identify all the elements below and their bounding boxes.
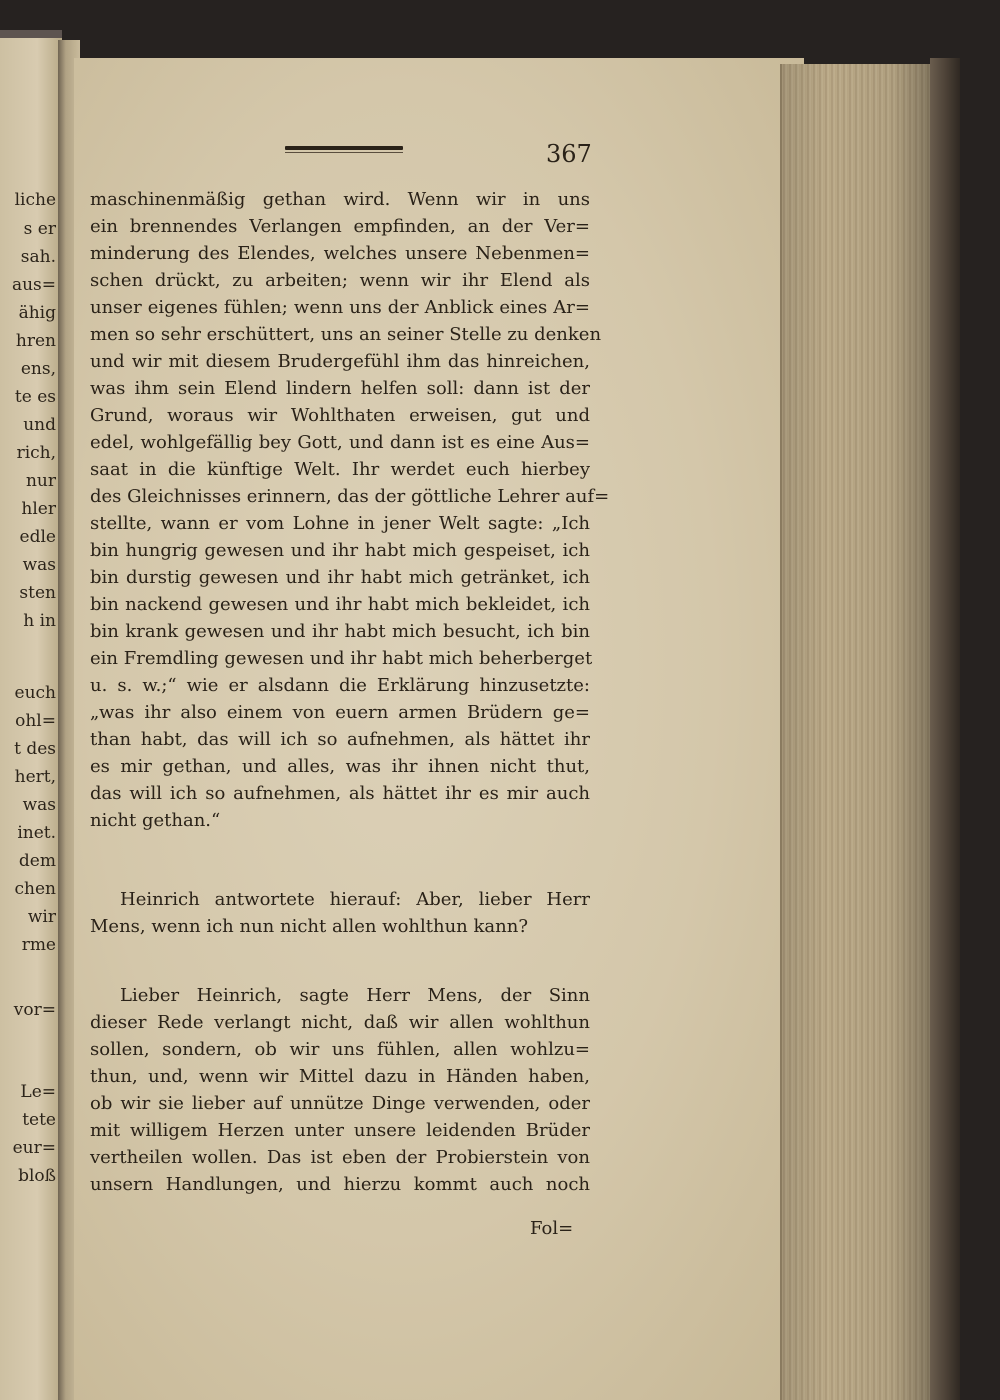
- left-page-fragment: ens,: [20, 359, 56, 379]
- text-line: bin nackend gewesen und ihr habt mich bekleidet, ich: [90, 594, 590, 615]
- text-line: „was ihr also einem von euern armen Brüdern ge=: [90, 702, 590, 723]
- left-page-fragment: euch: [14, 683, 56, 703]
- text-line: nicht gethan.“: [90, 810, 221, 831]
- text-line: und wir mit diesem Brudergefühl ihm das hinreichen,: [90, 351, 590, 372]
- text-line: dieser Rede verlangt nicht, daß wir allen wohlthun: [90, 1012, 590, 1033]
- left-page-fragment: ähig: [18, 303, 56, 323]
- left-page-fragment: hert,: [14, 767, 56, 787]
- page-number: 367: [546, 140, 592, 168]
- left-page-fragment: dem: [18, 851, 56, 871]
- text-line: Lieber Heinrich, sagte Herr Mens, der Sinn: [120, 985, 590, 1006]
- text-line: mit willigem Herzen unter unsere leidenden Brüder: [90, 1120, 590, 1141]
- text-line: sollen, sondern, ob wir uns fühlen, allen wohlzu=: [90, 1039, 590, 1060]
- left-page-fragment: te es: [14, 387, 56, 407]
- text-line: stellte, wann er vom Lohne in jener Welt sagte: „Ich: [90, 513, 590, 534]
- header-rule: [285, 146, 403, 150]
- text-line: was ihm sein Elend lindern helfen soll: dann ist der: [90, 378, 590, 399]
- left-page-fragment: wir: [27, 907, 56, 927]
- left-page-fragment: hler: [21, 499, 56, 519]
- text-line: minderung des Elendes, welches unsere Nebenmen=: [90, 243, 590, 264]
- text-line: ob wir sie lieber auf unnütze Dinge verwenden, oder: [90, 1093, 590, 1114]
- left-page-fragment: nur: [25, 471, 56, 491]
- left-page-fragment: ohl=: [15, 711, 56, 731]
- left-page-fragment: edle: [19, 527, 56, 547]
- text-line: ein brennendes Verlangen empfinden, an der Ver=: [90, 216, 590, 237]
- left-page-fragment: sah.: [20, 247, 56, 267]
- left-page-fragment: chen: [14, 879, 56, 899]
- text-line: men so sehr erschüttert, uns an seiner Stelle zu denken: [90, 324, 602, 345]
- left-page-fragment: tete: [22, 1110, 56, 1130]
- text-line: bin hungrig gewesen und ihr habt mich gespeiset, ich: [90, 540, 590, 561]
- text-line: das will ich so aufnehmen, als hättet ihr es mir auch: [90, 783, 590, 804]
- left-page-fragment: bloß: [18, 1166, 56, 1186]
- header-rule-thin: [285, 152, 403, 153]
- text-line: bin krank gewesen und ihr habt mich besucht, ich bin: [90, 621, 590, 642]
- text-line: thun, und, wenn wir Mittel dazu in Händen haben,: [90, 1066, 590, 1087]
- text-line: ein Fremdling gewesen und ihr habt mich beherberget: [90, 648, 593, 669]
- text-line: maschinenmäßig gethan wird. Wenn wir in uns: [90, 189, 590, 210]
- left-page-fragment: Le=: [20, 1082, 56, 1102]
- left-page: [0, 38, 62, 1400]
- left-page-fragment: s er: [23, 219, 56, 239]
- text-line: vertheilen wollen. Das ist eben der Probierstein von: [90, 1147, 590, 1168]
- left-page-fragment: sten: [19, 583, 56, 603]
- left-page-fragment: vor=: [13, 1000, 56, 1020]
- left-page-fragment: was: [22, 795, 56, 815]
- text-line: unsern Handlungen, und hierzu kommt auch noch: [90, 1174, 590, 1195]
- text-line: es mir gethan, und alles, was ihr ihnen nicht thut,: [90, 756, 590, 777]
- catchword: Fol=: [530, 1218, 574, 1239]
- left-page-fragment: aus=: [11, 275, 56, 295]
- left-page-fragment: rme: [21, 935, 56, 955]
- left-page-fragment: und: [23, 415, 56, 435]
- left-page-fragment: eur=: [12, 1138, 56, 1158]
- left-page-fragment: rich,: [16, 443, 56, 463]
- left-page-fragment: was: [22, 555, 56, 575]
- left-page-fragment: inet.: [17, 823, 56, 843]
- text-line: schen drückt, zu arbeiten; wenn wir ihr Elend als: [90, 270, 590, 291]
- fore-edge-shadow: [780, 64, 940, 1400]
- text-line: unser eigenes fühlen; wenn uns der Anblick eines Ar=: [90, 297, 590, 318]
- text-line: edel, wohlgefällig bey Gott, und dann ist es eine Aus=: [90, 432, 590, 453]
- left-page-fragment: t des: [14, 739, 56, 759]
- text-line: Heinrich antwortete hierauf: Aber, lieber Herr: [120, 889, 590, 910]
- text-line: saat in die künftige Welt. Ihr werdet euch hierbey: [90, 459, 590, 480]
- left-page-fragment: hren: [15, 331, 56, 351]
- left-page-fragment: liche: [14, 190, 56, 210]
- text-line: bin durstig gewesen und ihr habt mich getränket, ich: [90, 567, 590, 588]
- text-line: Grund, woraus wir Wohlthaten erweisen, gut und: [90, 405, 590, 426]
- left-page-fragment: h in: [23, 611, 56, 631]
- text-line: u. s. w.;“ wie er alsdann die Erklärung hinzusetzte:: [90, 675, 590, 696]
- text-line: Mens, wenn ich nun nicht allen wohlthun kann?: [90, 916, 528, 937]
- text-line: des Gleichnisses erinnern, das der göttliche Lehrer auf=: [90, 486, 610, 507]
- text-line: than habt, das will ich so aufnehmen, als hättet ihr: [90, 729, 590, 750]
- book-cover-edge: [930, 58, 960, 1400]
